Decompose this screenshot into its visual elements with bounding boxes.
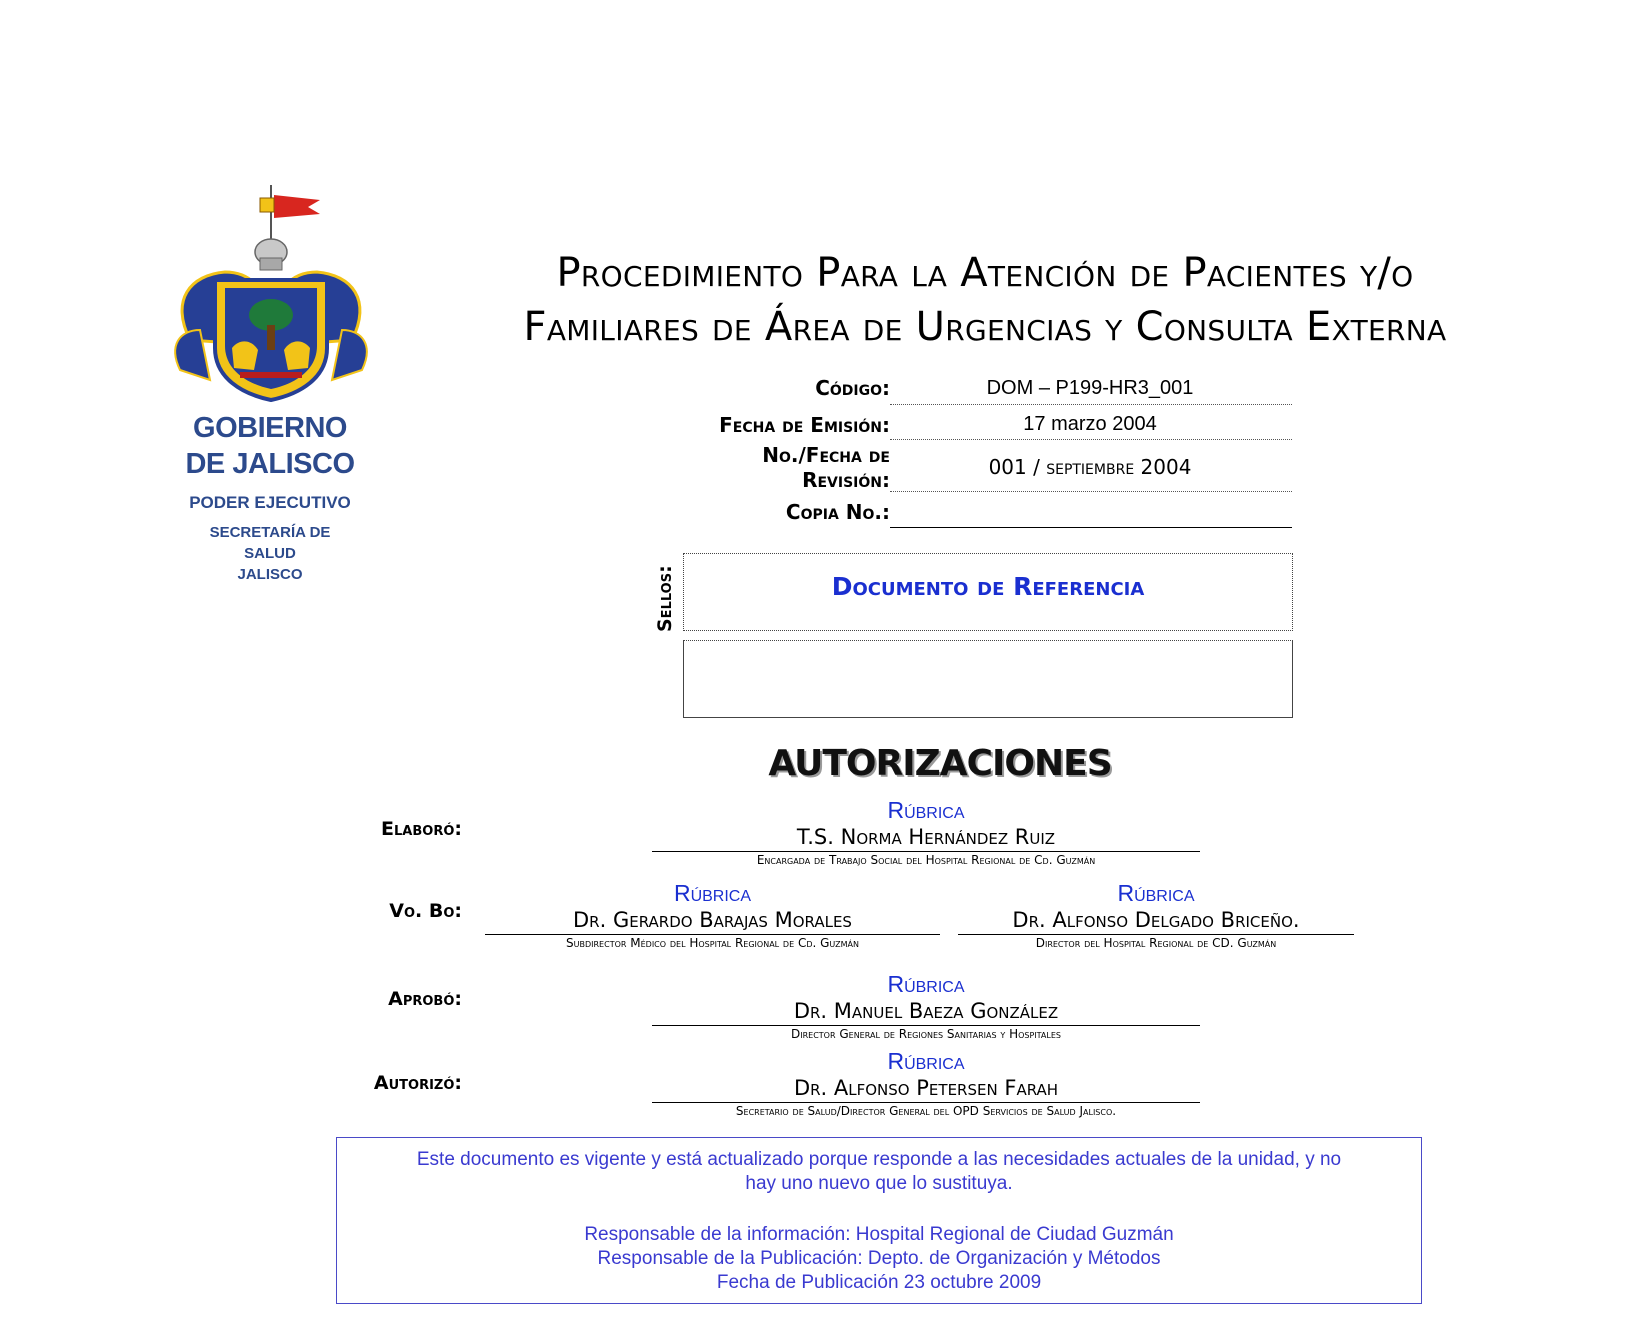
signer-position: Encargada de Trabajo Social del Hospital Regional de Cd. Guzmán	[756, 853, 1096, 867]
copia-underline	[890, 527, 1292, 528]
codigo-value: DOM – P199-HR3_001	[986, 377, 1194, 399]
signer-name: Dr. Gerardo Barajas Morales	[573, 908, 852, 932]
rubrica-text: Rúbrica	[1117, 880, 1195, 906]
vigencia-statement	[367, 1148, 1391, 1196]
responsable-informacion: Responsable de la información: Hospital Regional de Ciudad Guzmán	[584, 1224, 1174, 1245]
elaboro-label: Elaboró:	[381, 818, 462, 840]
rubrica-text: Rúbrica	[887, 797, 965, 823]
logo-secretaria-3: JALISCO	[237, 566, 303, 583]
vobo-left-signature	[485, 879, 940, 951]
codigo-label: Código:	[815, 376, 890, 400]
coat-of-arms-icon	[170, 180, 370, 405]
vobo-right-signature	[958, 879, 1354, 951]
fecha-emision-value: 17 marzo 2004	[1023, 413, 1157, 435]
aprobo-label: Aprobó:	[388, 988, 462, 1010]
signer-position: Secretario de Salud/Director General del OPD Servicios de Salud Jalisco.	[735, 1104, 1117, 1118]
logo-secretaria-2: SALUD	[244, 545, 296, 562]
fecha-publicacion: Fecha de Publicación 23 octubre 2009	[716, 1272, 1042, 1293]
signer-position: Subdirector Médico del Hospital Regional de Cd. Guzmán	[566, 936, 859, 950]
revision-label-2: Revisión:	[802, 468, 890, 492]
rubrica-text: Rúbrica	[887, 971, 965, 997]
fecha-emision-underline	[890, 439, 1292, 440]
autorizaciones-heading: AUTORIZACIONES	[768, 743, 1112, 784]
jalisco-government-logo	[170, 180, 370, 583]
signer-name: Dr. Manuel Baeza González	[793, 999, 1059, 1023]
logo-secretaria-1: SECRETARÍA DE	[209, 524, 331, 541]
autorizo-label: Autorizó:	[373, 1072, 462, 1094]
logo-line-secretaria	[170, 522, 370, 585]
revision-value: 001 / septiembre 2004	[988, 455, 1192, 479]
logo-line-jalisco: DE JALISCO	[185, 448, 355, 480]
vigencia-box	[336, 1137, 1422, 1304]
rubrica-text: Rúbrica	[887, 1048, 965, 1074]
revision-underline	[890, 491, 1292, 492]
vigencia-line-2: hay uno nuevo que lo sustituya.	[745, 1173, 1013, 1194]
vobo-label: Vo. Bo:	[389, 900, 462, 922]
signer-position: Director del Hospital Regional de CD. Guzmán	[1035, 936, 1277, 950]
vigencia-line-1: Este documento es vigente y está actualizado porque responde a las necesidades actuales de la unidad, y no	[416, 1149, 1342, 1170]
publication-info	[367, 1223, 1391, 1295]
aprobo-signature	[652, 970, 1200, 1042]
signer-position: Director General de Regiones Sanitarias y Hospitales	[790, 1027, 1061, 1041]
fecha-emision-label: Fecha de Emisión:	[719, 413, 890, 437]
document-title	[420, 246, 1550, 354]
rubrica-text: Rúbrica	[673, 880, 752, 906]
codigo-underline	[890, 404, 1292, 405]
title-line-1: Procedimiento Para la Atención de Pacientes y/o	[556, 250, 1414, 296]
revision-label-1: No./Fecha de	[762, 443, 890, 467]
signer-name: T.S. Norma Hernández Ruiz	[796, 825, 1056, 849]
responsable-publicacion: Responsable de la Publicación: Depto. de Organización y Métodos	[597, 1248, 1161, 1269]
sellos-label: Sellos:	[654, 565, 676, 632]
sello-box-empty	[683, 640, 1293, 718]
autorizo-signature	[652, 1047, 1200, 1119]
documento-de-referencia: Documento de Referencia	[831, 572, 1145, 601]
elaboro-signature	[652, 796, 1200, 868]
logo-line-poder-ejecutivo: PODER EJECUTIVO	[189, 493, 351, 512]
logo-line-gobierno: GOBIERNO	[193, 412, 347, 444]
copia-label: Copia No.:	[785, 500, 890, 524]
signer-name: Dr. Alfonso Petersen Farah	[793, 1076, 1059, 1100]
signer-name: Dr. Alfonso Delgado Briceño.	[1012, 908, 1300, 932]
title-line-2: Familiares de Área de Urgencias y Consulta Externa	[523, 304, 1447, 350]
